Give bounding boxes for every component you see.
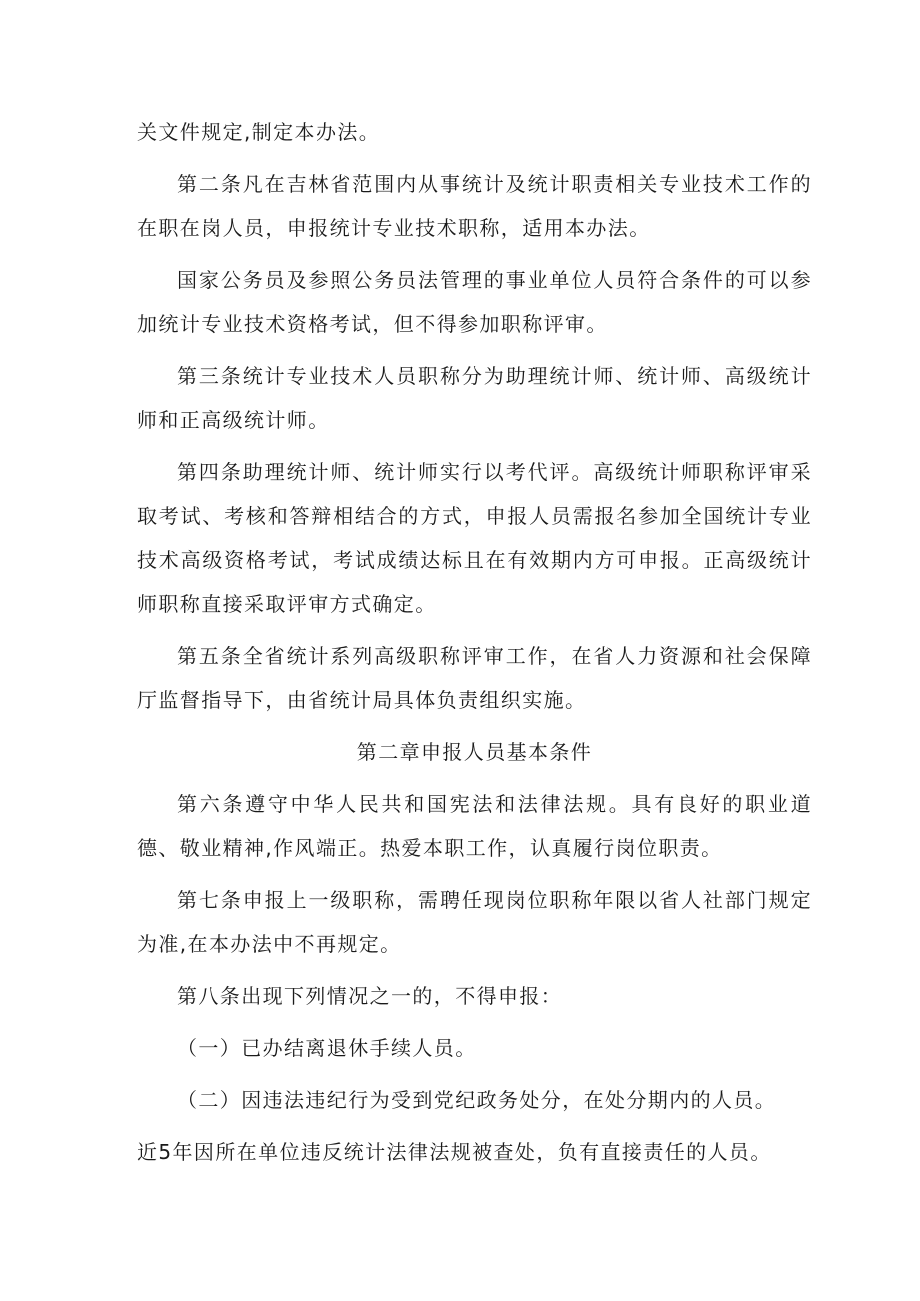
paragraph-article-8: 第八条出现下列情况之一的，不得申报： (177, 984, 563, 1008)
paragraph-article-2: 第二条凡在吉林省范围内从事统计及统计职责相关专业技术工作的在职在岗人员，申报统计专业技术职称，适用本办法。 (137, 172, 812, 240)
paragraph-item-2-continued: 近5年因所在单位违反统计法律法规被查处，负有直接责任的人员。 (137, 1140, 772, 1164)
chapter-heading: 第二章申报人员基本条件 (356, 740, 593, 764)
paragraph-item-1: （一）已办结离退休手续人员。 (177, 1036, 477, 1060)
paragraph-article-7: 第七条申报上一级职称，需聘任现岗位职称年限以省人社部门规定为准,在本办法中不再规定。 (137, 888, 812, 956)
paragraph-civil-servants: 国家公务员及参照公务员法管理的事业单位人员符合条件的可以参加统计专业技术资格考试，但不得参加职称评审。 (137, 268, 812, 336)
paragraph-article-5: 第五条全省统计系列高级职称评审工作，在省人力资源和社会保障厅监督指导下，由省统计局具体负责组织实施。 (137, 644, 812, 712)
paragraph-article-4: 第四条助理统计师、统计师实行以考代评。高级统计师职称评审采取考试、考核和答辩相结合的方式，申报人员需报名参加全国统计专业技术高级资格考试，考试成绩达标且在有效期内方可申报。正高级统计师职称直接采取评审方式确定。 (137, 460, 812, 616)
paragraph-item-2: （二）因违法违纪行为受到党纪政务处分，在处分期内的人员。 (177, 1088, 777, 1112)
paragraph-article-3: 第三条统计专业技术人员职称分为助理统计师、统计师、高级统计师和正高级统计师。 (137, 364, 812, 432)
document-body (137, 110, 812, 1182)
paragraph-1: 关文件规定,制定本办法。 (137, 120, 381, 144)
paragraph-article-6: 第六条遵守中华人民共和国宪法和法律法规。具有良好的职业道德、敬业精神,作风端正。热爱本职工作，认真履行岗位职责。 (137, 792, 812, 860)
